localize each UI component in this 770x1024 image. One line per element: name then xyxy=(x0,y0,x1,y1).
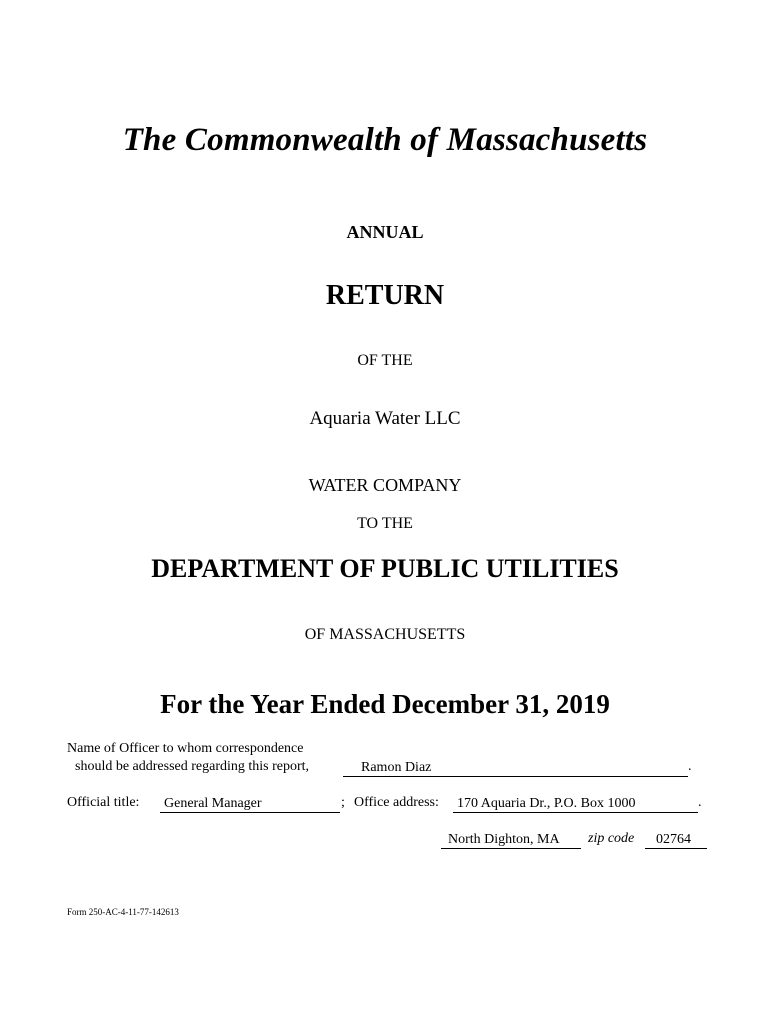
office-address-label: Office address: xyxy=(354,795,439,810)
city-state-field xyxy=(441,831,581,849)
company-type: WATER COMPANY xyxy=(308,475,462,495)
officer-name-period: . xyxy=(688,759,692,774)
officer-name: Ramon Diaz xyxy=(361,760,432,775)
office-address-field xyxy=(453,795,698,813)
officer-name-field xyxy=(343,759,688,777)
official-title-label: Official title: xyxy=(67,795,140,810)
city-state-value: North Dighton, MA xyxy=(448,832,560,847)
year-ended-heading: For the Year Ended December 31, 2019 xyxy=(160,689,610,719)
to-the-text: TO THE xyxy=(357,515,413,532)
title-semicolon: ; xyxy=(341,795,345,810)
official-title-value: General Manager xyxy=(164,796,262,811)
zip-code-label: zip code xyxy=(588,831,635,846)
address-period: . xyxy=(698,795,702,810)
office-address-value: 170 Aquaria Dr., P.O. Box 1000 xyxy=(457,796,636,811)
form-identifier: Form 250-AC-4-11-77-142613 xyxy=(67,907,179,917)
zip-code-field xyxy=(645,831,707,849)
commonwealth-title: The Commonwealth of Massachusetts xyxy=(122,122,648,158)
return-heading: RETURN xyxy=(325,280,445,311)
officer-label-line1: Name of Officer to whom correspondence xyxy=(67,741,304,756)
state-text: OF MASSACHUSETTS xyxy=(304,626,466,643)
department-heading: DEPARTMENT OF PUBLIC UTILITIES xyxy=(151,554,619,583)
annual-heading: ANNUAL xyxy=(346,222,424,242)
zip-code-value: 02764 xyxy=(656,832,691,847)
of-the-text: OF THE xyxy=(357,352,413,369)
official-title-field xyxy=(160,795,340,813)
officer-label-line2: should be addressed regarding this report, xyxy=(75,759,310,774)
company-name: Aquaria Water LLC xyxy=(309,408,461,429)
